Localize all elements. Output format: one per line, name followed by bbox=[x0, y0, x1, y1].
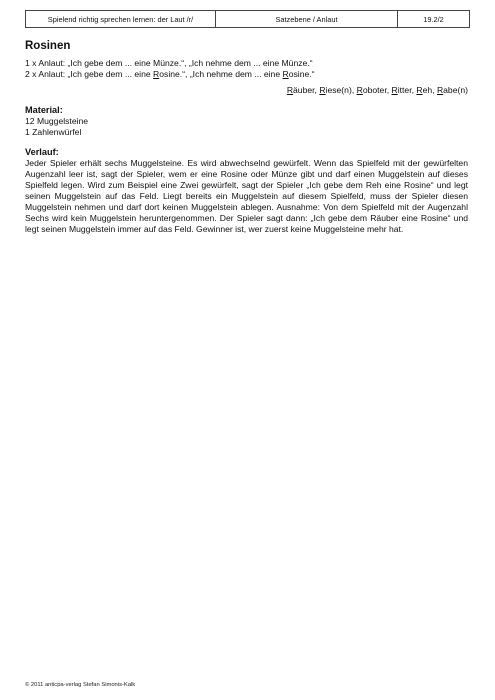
underlined-letter: R bbox=[153, 69, 160, 79]
verlauf-paragraph: Jeder Spieler erhält sechs Muggelsteine. Es wird abwechselnd gewürfelt. Wenn das Spielfeld mit der gewürfelten Augenzahl leer ist, sagt der Spieler, wem er eine Rosine oder Münze gibt und darf einen Muggelstein auf dieses Spielfeld legen. Wird zum Beispiel eine Zwei gewürfelt, sagt der Spieler „Ich gebe dem Reh eine Rosine“ und legt seinen Muggelstein auf das Feld. Liegt bereits ein Muggelstein auf diesem Spielfeld, muss der Spieler diesen Muggelstein nehmen und darf dort keinen Muggelstein ablegen. Ausnahme: Von dem Spielfeld mit der Augenzahl Sechs wird kein Muggelstein heruntergenommen. Der Spieler sagt dann: „Ich gebe dem Räuber eine Rosine“ und legt seinen Muggelstein immer auf das Feld. Gewinner ist, wer zuerst keine Muggelsteine mehr hat. bbox=[25, 158, 468, 234]
header-category: Satzebene / Anlaut bbox=[216, 11, 398, 27]
instruction-text: osine.“, „Ich nehme dem ... eine bbox=[159, 69, 283, 79]
word-item: Ritter bbox=[391, 85, 412, 95]
document-body bbox=[25, 40, 468, 235]
page-header bbox=[25, 10, 470, 28]
verlauf-heading: Verlauf: bbox=[25, 147, 59, 157]
word-list: Räuber, Riese(n), Roboter, Ritter, Reh, Rabe(n) bbox=[286, 85, 468, 95]
copyright-footer: © 2011 anticpa-verlag Stefan Simonis-Kalk bbox=[25, 682, 136, 688]
underlined-letter: R bbox=[282, 69, 289, 79]
instruction-line-1 bbox=[25, 58, 468, 69]
page-title: Rosinen bbox=[25, 40, 71, 52]
header-topic: Spielend richtig sprechen lernen: der Laut /r/ bbox=[26, 11, 216, 27]
word-item: Riese(n) bbox=[319, 85, 352, 95]
material-heading: Material: bbox=[25, 105, 63, 115]
material-item: 12 Muggelsteine bbox=[25, 116, 89, 126]
word-item: Roboter bbox=[356, 85, 387, 95]
material-item: 1 Zahlenwürfel bbox=[25, 127, 82, 137]
instruction-line-2 bbox=[25, 69, 468, 80]
instruction-text: 2 x Anlaut: „Ich gebe dem ... eine bbox=[25, 69, 154, 79]
word-item: Rabe(n) bbox=[436, 85, 468, 95]
instruction-text: 1 x Anlaut: „Ich gebe dem ... eine Münze.“, „Ich nehme dem ... eine Münze.“ bbox=[25, 58, 313, 68]
header-page-number: 19.2/2 bbox=[423, 14, 444, 24]
word-item: Reh bbox=[416, 85, 433, 95]
instruction-text: osine.“ bbox=[288, 69, 315, 79]
word-item: Räuber bbox=[286, 85, 315, 95]
